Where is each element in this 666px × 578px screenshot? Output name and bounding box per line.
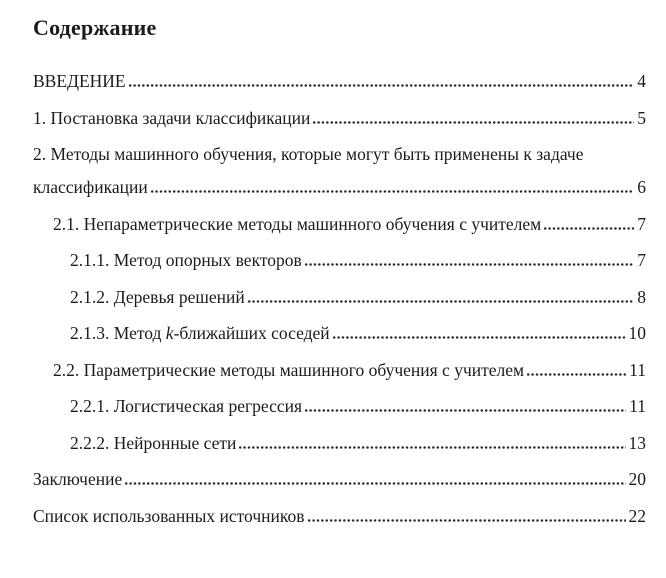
toc-entry-2-2-2-neural-networks[interactable] (33, 432, 646, 454)
toc-entry-label: ВВЕДЕНИЕ (33, 71, 126, 91)
toc-entry-2-2-parametric[interactable] (33, 359, 646, 381)
toc-page-number: 7 (637, 213, 646, 234)
toc-entry-label: 1. Постановка задачи классификации (33, 107, 311, 128)
dot-leader (247, 300, 635, 303)
toc-entry-references[interactable] (33, 505, 646, 527)
toc-entry-2-1-nonparametric[interactable] (33, 213, 646, 235)
toc-page-number: 4 (637, 71, 646, 91)
toc-page-number: 22 (628, 505, 646, 526)
toc-entry-label: 2. Методы машинного обучения, которые могут быть применены к задаче (33, 144, 584, 164)
dot-leader (312, 121, 634, 124)
toc-entry-label: 2.2. Параметрические методы машинного обучения с учителем (53, 359, 525, 380)
toc-page-number: 11 (629, 359, 646, 380)
dot-leader (304, 263, 634, 266)
toc-entry-label-continued: классификации (33, 177, 148, 197)
toc-entry-conclusion[interactable] (33, 468, 646, 490)
toc-entry-label-post: -ближайших соседей (173, 323, 330, 343)
toc-entry-label: Заключение (33, 469, 123, 489)
toc-entry-label: 2.1.1. Метод опорных векторов (70, 250, 302, 270)
toc-page-number: 6 (637, 177, 646, 197)
dot-leader (307, 519, 626, 522)
toc-entry-label-pre: 2.1.3. Метод (70, 323, 166, 343)
toc-entry-label: 2.1. Непараметрические методы машинного обучения с учителем (53, 213, 542, 234)
dot-leader (238, 446, 625, 449)
dot-leader (128, 84, 635, 87)
toc-entry-1-problem-statement[interactable] (33, 107, 646, 129)
toc-entry-label (70, 322, 330, 344)
toc-entry-label: 2.1.2. Деревья решений (70, 286, 245, 307)
dot-leader (543, 227, 634, 230)
toc-entry-2-1-3-knn[interactable] (33, 322, 646, 344)
toc-entry-label-italic-k: k (165, 323, 174, 343)
toc-entry-label: 2.2.1. Логистическая регрессия (70, 396, 303, 416)
page-title: Содержание (33, 15, 157, 40)
toc-page-number: 8 (637, 286, 646, 307)
toc-page-number: 5 (637, 107, 646, 128)
dot-leader (526, 373, 626, 376)
table-of-contents (33, 70, 646, 527)
toc-entry-2-1-1-svm[interactable] (33, 249, 646, 271)
toc-entry-label: Список использованных источников (33, 505, 305, 526)
toc-page-number: 20 (628, 469, 646, 489)
toc-entry-2-1-2-decision-trees[interactable] (33, 286, 646, 308)
dot-leader (332, 336, 626, 339)
toc-page-number: 10 (628, 323, 646, 343)
dot-leader (304, 409, 626, 412)
toc-page-number: 11 (629, 396, 646, 416)
toc-entry-introduction[interactable] (33, 70, 646, 92)
toc-page-number: 13 (628, 432, 646, 453)
dot-leader (124, 482, 625, 485)
toc-entry-2-ml-methods[interactable] (33, 143, 646, 198)
toc-entry-line-1 (33, 143, 646, 165)
dot-leader (150, 190, 635, 193)
toc-entry-line-2 (33, 176, 646, 198)
toc-entry-2-2-1-logistic-regression[interactable] (33, 395, 646, 417)
toc-page-number: 7 (637, 250, 646, 270)
toc-entry-label: 2.2.2. Нейронные сети (70, 432, 237, 453)
